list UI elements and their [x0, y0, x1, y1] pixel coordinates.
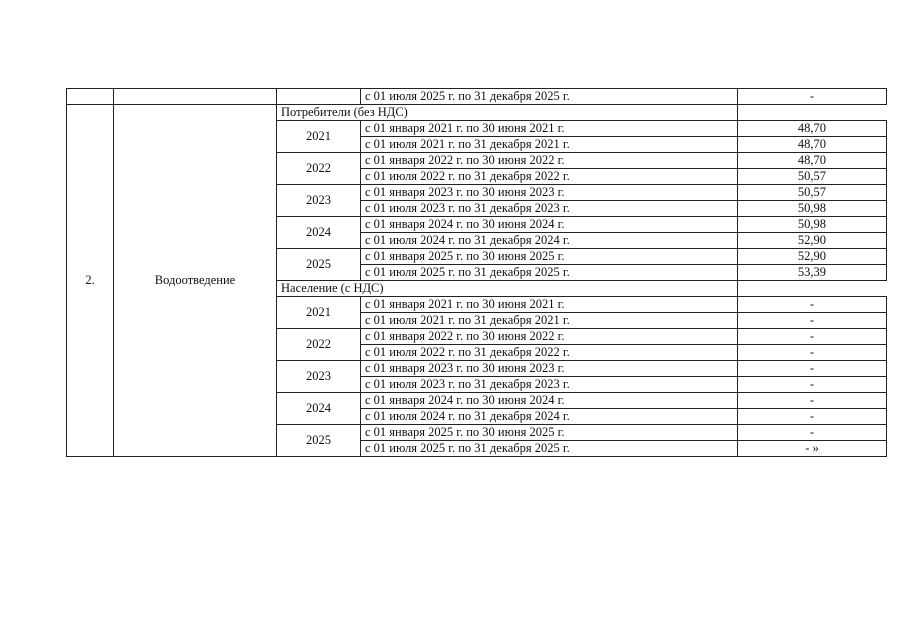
period-cell: с 01 июля 2025 г. по 31 декабря 2025 г.	[361, 265, 738, 281]
period-cell: с 01 января 2022 г. по 30 июня 2022 г.	[361, 153, 738, 169]
period-cell: с 01 июля 2022 г. по 31 декабря 2022 г.	[361, 345, 738, 361]
price-cell: 48,70	[738, 121, 887, 137]
year-cell: 2022	[277, 329, 361, 361]
price-cell: -	[738, 297, 887, 313]
price-cell: 50,57	[738, 169, 887, 185]
year-cell: 2022	[277, 153, 361, 185]
period-cell: с 01 января 2021 г. по 30 июня 2021 г.	[361, 297, 738, 313]
group-price-blank	[738, 281, 887, 297]
price-cell: -	[738, 409, 887, 425]
service-cell	[114, 89, 277, 105]
period-cell: с 01 июля 2022 г. по 31 декабря 2022 г.	[361, 169, 738, 185]
price-cell: -	[738, 313, 887, 329]
period-cell: с 01 января 2023 г. по 30 июня 2023 г.	[361, 185, 738, 201]
price-cell: -	[738, 393, 887, 409]
price-cell: 48,70	[738, 137, 887, 153]
price-cell: 50,98	[738, 217, 887, 233]
period-cell: с 01 января 2025 г. по 30 июня 2025 г.	[361, 249, 738, 265]
price-cell: -	[738, 329, 887, 345]
table-row	[67, 89, 887, 105]
tariff-table	[66, 88, 887, 457]
year-cell: 2025	[277, 425, 361, 457]
period-cell: с 01 июля 2025 г. по 31 декабря 2025 г.	[361, 441, 738, 457]
group-price-blank	[738, 105, 887, 121]
price-cell: -	[738, 361, 887, 377]
year-cell: 2024	[277, 217, 361, 249]
group-label: Население (с НДС)	[277, 281, 738, 297]
period-cell: с 01 июля 2021 г. по 31 декабря 2021 г.	[361, 137, 738, 153]
period-cell: с 01 июля 2021 г. по 31 декабря 2021 г.	[361, 313, 738, 329]
price-cell: 52,90	[738, 249, 887, 265]
year-cell	[277, 89, 361, 105]
year-cell: 2021	[277, 297, 361, 329]
row-number-cell	[67, 89, 114, 105]
price-cell: 48,70	[738, 153, 887, 169]
period-cell: с 01 января 2021 г. по 30 июня 2021 г.	[361, 121, 738, 137]
price-cell: -	[738, 89, 887, 105]
price-cell: 50,98	[738, 201, 887, 217]
year-cell: 2023	[277, 361, 361, 393]
price-cell: -	[738, 425, 887, 441]
price-cell: 53,39	[738, 265, 887, 281]
service-cell: Водоотведение	[114, 105, 277, 457]
period-cell: с 01 января 2024 г. по 30 июня 2024 г.	[361, 393, 738, 409]
period-cell: с 01 января 2022 г. по 30 июня 2022 г.	[361, 329, 738, 345]
period-cell: с 01 июля 2024 г. по 31 декабря 2024 г.	[361, 409, 738, 425]
price-cell: 52,90	[738, 233, 887, 249]
price-cell: -	[738, 377, 887, 393]
period-cell: с 01 января 2025 г. по 30 июня 2025 г.	[361, 425, 738, 441]
year-cell: 2023	[277, 185, 361, 217]
year-cell: 2024	[277, 393, 361, 425]
period-cell: с 01 января 2023 г. по 30 июня 2023 г.	[361, 361, 738, 377]
year-cell: 2021	[277, 121, 361, 153]
period-cell: с 01 июля 2023 г. по 31 декабря 2023 г.	[361, 201, 738, 217]
group-label: Потребители (без НДС)	[277, 105, 738, 121]
period-cell: с 01 июля 2024 г. по 31 декабря 2024 г.	[361, 233, 738, 249]
price-cell: - »	[738, 441, 887, 457]
price-cell: 50,57	[738, 185, 887, 201]
row-number-cell: 2.	[67, 105, 114, 457]
year-cell: 2025	[277, 249, 361, 281]
price-cell: -	[738, 345, 887, 361]
period-cell: с 01 января 2024 г. по 30 июня 2024 г.	[361, 217, 738, 233]
tariff-table-body	[67, 89, 887, 457]
table-row	[67, 105, 887, 121]
period-cell: с 01 июля 2023 г. по 31 декабря 2023 г.	[361, 377, 738, 393]
period-cell: с 01 июля 2025 г. по 31 декабря 2025 г.	[361, 89, 738, 105]
